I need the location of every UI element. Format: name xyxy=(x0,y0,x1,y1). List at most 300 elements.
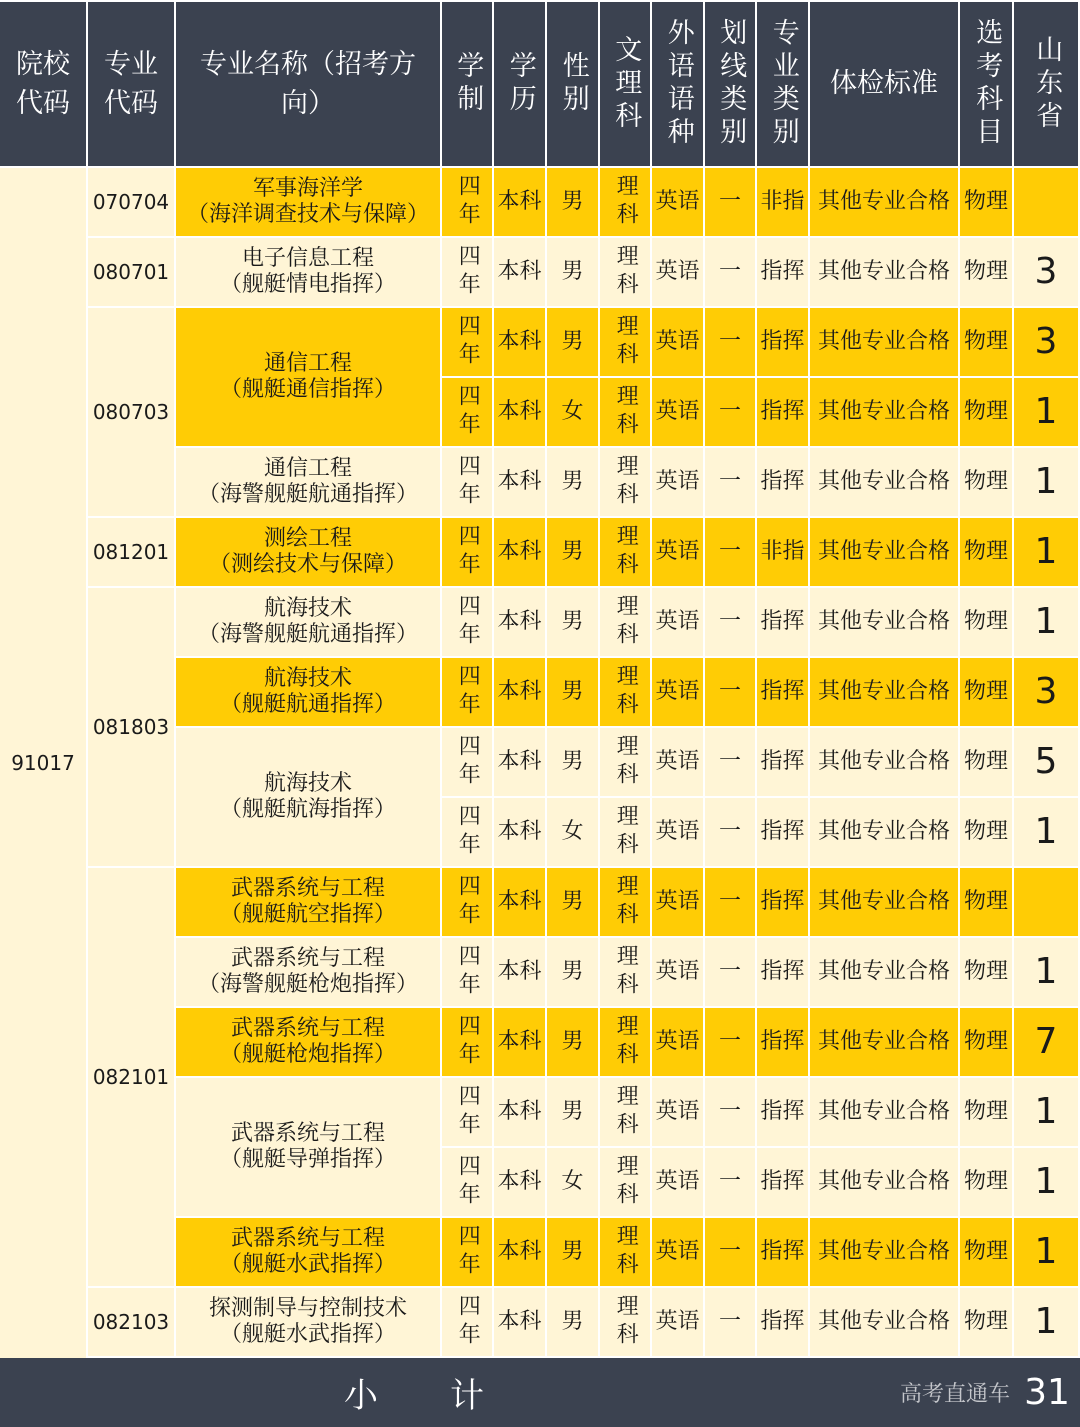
length-value: 四年 xyxy=(455,664,481,720)
elective-value: 物理 xyxy=(963,258,1008,284)
gender-value: 女 xyxy=(561,1168,584,1194)
subject-type-value: 理科 xyxy=(613,1294,639,1350)
cell-length xyxy=(442,1218,492,1286)
cell-province xyxy=(1014,588,1078,656)
cell-province xyxy=(1014,658,1078,726)
cell-tier xyxy=(705,238,755,306)
subject-type-value: 理科 xyxy=(613,734,639,790)
degree-value: 本科 xyxy=(497,748,542,774)
cell-elective xyxy=(960,238,1012,306)
cell-category xyxy=(757,658,808,726)
language-value: 英语 xyxy=(655,1028,700,1054)
quota-value: 3 xyxy=(1034,251,1058,293)
major-code-cell xyxy=(88,518,174,586)
cell-elective xyxy=(960,938,1012,1006)
cell-gender xyxy=(547,798,598,866)
cell-province xyxy=(1014,448,1078,516)
header-label: 体检标准 xyxy=(830,68,938,100)
major-name: 探测制导与控制技术 xyxy=(208,1295,407,1321)
elective-value: 物理 xyxy=(963,888,1008,914)
major-direction: （测绘技术与保障） xyxy=(208,552,407,577)
header-gender xyxy=(547,2,598,166)
degree-value: 本科 xyxy=(497,818,542,844)
cell-tier xyxy=(705,728,755,796)
cell-gender xyxy=(547,658,598,726)
length-value: 四年 xyxy=(455,1224,481,1280)
tier-value: 一 xyxy=(718,398,741,424)
subtotal-bar xyxy=(0,1358,1080,1427)
cell-province xyxy=(1014,728,1078,796)
elective-value: 物理 xyxy=(963,1028,1008,1054)
quota-value: 1 xyxy=(1034,1301,1058,1343)
cell-province xyxy=(1014,1078,1078,1146)
subject-type-value: 理科 xyxy=(613,804,639,860)
major-direction: （舰艇枪炮指挥） xyxy=(219,1042,396,1067)
major-name: 航海技术 xyxy=(263,595,352,621)
quota-value: 1 xyxy=(1034,951,1058,993)
major-name-cell xyxy=(176,868,440,936)
length-value: 四年 xyxy=(455,594,481,650)
length-value: 四年 xyxy=(455,174,481,230)
cell-length xyxy=(442,868,492,936)
cell-gender xyxy=(547,938,598,1006)
header-label: 划线类别 xyxy=(715,18,747,150)
cell-language xyxy=(652,1288,703,1356)
cell-physical xyxy=(810,448,958,516)
header-major-name xyxy=(176,2,440,166)
major-code: 082101 xyxy=(92,1065,170,1089)
cell-degree xyxy=(494,868,545,936)
gender-value: 女 xyxy=(561,398,584,424)
cell-elective xyxy=(960,448,1012,516)
tier-value: 一 xyxy=(718,258,741,284)
subject-type-value: 理科 xyxy=(613,944,639,1000)
degree-value: 本科 xyxy=(497,398,542,424)
tier-value: 一 xyxy=(718,328,741,354)
major-name-cell xyxy=(176,518,440,586)
cell-degree xyxy=(494,938,545,1006)
elective-value: 物理 xyxy=(963,608,1008,634)
cell-length xyxy=(442,448,492,516)
elective-value: 物理 xyxy=(963,328,1008,354)
major-direction: （海警舰艇航通指挥） xyxy=(197,622,418,647)
cell-gender xyxy=(547,728,598,796)
cell-tier xyxy=(705,658,755,726)
language-value: 英语 xyxy=(655,1308,700,1334)
school-code-cell xyxy=(0,168,86,1358)
cell-degree xyxy=(494,1078,545,1146)
header-category xyxy=(757,2,808,166)
gender-value: 男 xyxy=(561,678,584,704)
header-major-code xyxy=(88,2,174,166)
gender-value: 男 xyxy=(561,748,584,774)
degree-value: 本科 xyxy=(497,1098,542,1124)
cell-physical xyxy=(810,658,958,726)
cell-length xyxy=(442,1008,492,1076)
gender-value: 男 xyxy=(561,1098,584,1124)
cell-tier xyxy=(705,448,755,516)
cell-province xyxy=(1014,378,1078,446)
header-label: 山东省 xyxy=(1031,34,1063,134)
cell-degree xyxy=(494,798,545,866)
cell-subject-type xyxy=(600,798,650,866)
subject-type-value: 理科 xyxy=(613,1224,639,1280)
cell-length xyxy=(442,798,492,866)
cell-elective xyxy=(960,1148,1012,1216)
cell-elective xyxy=(960,728,1012,796)
language-value: 英语 xyxy=(655,608,700,634)
cell-elective xyxy=(960,658,1012,726)
language-value: 英语 xyxy=(655,1238,700,1264)
cell-elective xyxy=(960,518,1012,586)
length-value: 四年 xyxy=(455,1154,481,1210)
cell-physical xyxy=(810,1008,958,1076)
length-value: 四年 xyxy=(455,454,481,510)
elective-value: 物理 xyxy=(963,818,1008,844)
major-name-cell xyxy=(176,1078,440,1216)
header-subject-type xyxy=(600,2,650,166)
cell-physical xyxy=(810,308,958,376)
cell-tier xyxy=(705,588,755,656)
elective-value: 物理 xyxy=(963,188,1008,214)
cell-language xyxy=(652,868,703,936)
cell-length xyxy=(442,238,492,306)
cell-gender xyxy=(547,448,598,516)
cell-subject-type xyxy=(600,1218,650,1286)
major-name: 武器系统与工程 xyxy=(230,1120,385,1146)
cell-physical xyxy=(810,1078,958,1146)
tier-value: 一 xyxy=(718,538,741,564)
cell-category xyxy=(757,868,808,936)
header-degree xyxy=(494,2,545,166)
cell-physical xyxy=(810,168,958,236)
major-code-cell xyxy=(88,1288,174,1356)
header-elective xyxy=(960,2,1012,166)
length-value: 四年 xyxy=(455,944,481,1000)
cell-language xyxy=(652,1008,703,1076)
gender-value: 男 xyxy=(561,188,584,214)
length-value: 四年 xyxy=(455,874,481,930)
length-value: 四年 xyxy=(455,314,481,370)
degree-value: 本科 xyxy=(497,1238,542,1264)
tier-value: 一 xyxy=(718,1098,741,1124)
cell-tier xyxy=(705,1078,755,1146)
cell-degree xyxy=(494,588,545,656)
school-code: 91017 xyxy=(11,751,75,775)
elective-value: 物理 xyxy=(963,958,1008,984)
physical-value: 其他专业合格 xyxy=(817,1098,950,1124)
cell-gender xyxy=(547,238,598,306)
major-name-cell xyxy=(176,168,440,236)
cell-length xyxy=(442,378,492,446)
major-name: 电子信息工程 xyxy=(241,245,374,271)
physical-value: 其他专业合格 xyxy=(817,888,950,914)
degree-value: 本科 xyxy=(497,888,542,914)
tier-value: 一 xyxy=(718,1168,741,1194)
cell-category xyxy=(757,798,808,866)
category-value: 指挥 xyxy=(760,258,805,284)
cell-subject-type xyxy=(600,1078,650,1146)
major-code: 070704 xyxy=(92,190,170,214)
header-language xyxy=(652,2,703,166)
major-direction: （舰艇导弹指挥） xyxy=(219,1147,396,1172)
elective-value: 物理 xyxy=(963,748,1008,774)
cell-tier xyxy=(705,518,755,586)
physical-value: 其他专业合格 xyxy=(817,818,950,844)
subject-type-value: 理科 xyxy=(613,1154,639,1210)
cell-length xyxy=(442,168,492,236)
category-value: 指挥 xyxy=(760,328,805,354)
header-label: 专业类别 xyxy=(767,18,799,150)
cell-category xyxy=(757,728,808,796)
tier-value: 一 xyxy=(718,1028,741,1054)
gender-value: 男 xyxy=(561,888,584,914)
major-name-cell xyxy=(176,308,440,446)
cell-tier xyxy=(705,168,755,236)
physical-value: 其他专业合格 xyxy=(817,328,950,354)
category-value: 指挥 xyxy=(760,608,805,634)
length-value: 四年 xyxy=(455,244,481,300)
subtotal-label: 小计 xyxy=(344,1376,556,1416)
cell-length xyxy=(442,658,492,726)
physical-value: 其他专业合格 xyxy=(817,678,950,704)
cell-category xyxy=(757,1288,808,1356)
cell-category xyxy=(757,308,808,376)
cell-tier xyxy=(705,938,755,1006)
header-length xyxy=(442,2,492,166)
cell-province xyxy=(1014,518,1078,586)
gender-value: 男 xyxy=(561,608,584,634)
major-name: 武器系统与工程 xyxy=(230,1225,385,1251)
major-direction: （舰艇通信指挥） xyxy=(219,377,396,402)
cell-province xyxy=(1014,1218,1078,1286)
length-value: 四年 xyxy=(455,734,481,790)
cell-degree xyxy=(494,658,545,726)
tier-value: 一 xyxy=(718,748,741,774)
major-name-cell xyxy=(176,658,440,726)
cell-province xyxy=(1014,1148,1078,1216)
major-name-cell xyxy=(176,1008,440,1076)
major-direction: （舰艇航海指挥） xyxy=(219,797,396,822)
subject-type-value: 理科 xyxy=(613,664,639,720)
cell-gender xyxy=(547,588,598,656)
cell-gender xyxy=(547,868,598,936)
tier-value: 一 xyxy=(718,188,741,214)
cell-physical xyxy=(810,938,958,1006)
header-label: 学制 xyxy=(452,51,484,117)
quota-value: 3 xyxy=(1034,321,1058,363)
major-code-cell xyxy=(88,868,174,1286)
cell-elective xyxy=(960,168,1012,236)
category-value: 指挥 xyxy=(760,1098,805,1124)
cell-province xyxy=(1014,238,1078,306)
physical-value: 其他专业合格 xyxy=(817,1028,950,1054)
cell-length xyxy=(442,1148,492,1216)
major-name: 通信工程 xyxy=(263,350,352,376)
major-name-cell xyxy=(176,238,440,306)
cell-category xyxy=(757,1218,808,1286)
elective-value: 物理 xyxy=(963,398,1008,424)
cell-language xyxy=(652,798,703,866)
cell-tier xyxy=(705,1148,755,1216)
degree-value: 本科 xyxy=(497,608,542,634)
language-value: 英语 xyxy=(655,1098,700,1124)
cell-elective xyxy=(960,1078,1012,1146)
quota-value: 1 xyxy=(1034,811,1058,853)
cell-subject-type xyxy=(600,1148,650,1216)
cell-degree xyxy=(494,1008,545,1076)
cell-tier xyxy=(705,798,755,866)
cell-physical xyxy=(810,1218,958,1286)
major-name: 通信工程 xyxy=(263,455,352,481)
physical-value: 其他专业合格 xyxy=(817,1308,950,1334)
cell-gender xyxy=(547,1148,598,1216)
category-value: 非指 xyxy=(760,538,805,564)
quota-value: 1 xyxy=(1034,1091,1058,1133)
major-name: 武器系统与工程 xyxy=(230,875,385,901)
cell-degree xyxy=(494,1288,545,1356)
cell-degree xyxy=(494,728,545,796)
degree-value: 本科 xyxy=(497,258,542,284)
major-name: 航海技术 xyxy=(263,665,352,691)
cell-language xyxy=(652,238,703,306)
cell-length xyxy=(442,588,492,656)
cell-degree xyxy=(494,1218,545,1286)
tier-value: 一 xyxy=(718,958,741,984)
subject-type-value: 理科 xyxy=(613,384,639,440)
cell-gender xyxy=(547,1008,598,1076)
cell-subject-type xyxy=(600,1288,650,1356)
cell-elective xyxy=(960,1008,1012,1076)
physical-value: 其他专业合格 xyxy=(817,468,950,494)
cell-category xyxy=(757,588,808,656)
degree-value: 本科 xyxy=(497,468,542,494)
major-code-cell xyxy=(88,308,174,516)
major-code: 082103 xyxy=(92,1310,170,1334)
quota-value: 1 xyxy=(1034,461,1058,503)
category-value: 指挥 xyxy=(760,888,805,914)
cell-province xyxy=(1014,168,1078,236)
quota-value: 1 xyxy=(1034,1231,1058,1273)
physical-value: 其他专业合格 xyxy=(817,748,950,774)
cell-category xyxy=(757,238,808,306)
category-value: 指挥 xyxy=(760,468,805,494)
category-value: 指挥 xyxy=(760,1028,805,1054)
major-name: 武器系统与工程 xyxy=(230,945,385,971)
cell-gender xyxy=(547,1078,598,1146)
language-value: 英语 xyxy=(655,258,700,284)
tier-value: 一 xyxy=(718,818,741,844)
gender-value: 男 xyxy=(561,328,584,354)
major-code: 081803 xyxy=(92,715,170,739)
length-value: 四年 xyxy=(455,804,481,860)
header-physical xyxy=(810,2,958,166)
cell-subject-type xyxy=(600,938,650,1006)
header-label: 选考科目 xyxy=(971,18,1003,150)
major-direction: （海洋调查技术与保障） xyxy=(186,202,429,227)
category-value: 指挥 xyxy=(760,678,805,704)
language-value: 英语 xyxy=(655,188,700,214)
header-label: 性别 xyxy=(557,51,589,117)
major-direction: （舰艇水武指挥） xyxy=(219,1322,396,1347)
header-label: 专业名称（招考方向） xyxy=(200,48,416,119)
cell-gender xyxy=(547,518,598,586)
cell-subject-type xyxy=(600,238,650,306)
language-value: 英语 xyxy=(655,1168,700,1194)
cell-physical xyxy=(810,868,958,936)
cell-elective xyxy=(960,588,1012,656)
language-value: 英语 xyxy=(655,398,700,424)
subject-type-value: 理科 xyxy=(613,524,639,580)
physical-value: 其他专业合格 xyxy=(817,258,950,284)
gender-value: 男 xyxy=(561,538,584,564)
cell-degree xyxy=(494,378,545,446)
cell-tier xyxy=(705,308,755,376)
cell-language xyxy=(652,1218,703,1286)
cell-language xyxy=(652,168,703,236)
cell-physical xyxy=(810,728,958,796)
subject-type-value: 理科 xyxy=(613,454,639,510)
cell-province xyxy=(1014,798,1078,866)
category-value: 指挥 xyxy=(760,818,805,844)
cell-degree xyxy=(494,238,545,306)
language-value: 英语 xyxy=(655,468,700,494)
major-direction: （海警舰艇枪炮指挥） xyxy=(197,972,418,997)
cell-language xyxy=(652,588,703,656)
major-code-cell xyxy=(88,588,174,866)
cell-language xyxy=(652,1148,703,1216)
subject-type-value: 理科 xyxy=(613,874,639,930)
header-school-code xyxy=(0,2,86,166)
subject-type-value: 理科 xyxy=(613,1014,639,1070)
gender-value: 男 xyxy=(561,958,584,984)
cell-province xyxy=(1014,308,1078,376)
physical-value: 其他专业合格 xyxy=(817,958,950,984)
gender-value: 男 xyxy=(561,1238,584,1264)
language-value: 英语 xyxy=(655,678,700,704)
degree-value: 本科 xyxy=(497,538,542,564)
cell-language xyxy=(652,1078,703,1146)
subject-type-value: 理科 xyxy=(613,594,639,650)
cell-language xyxy=(652,518,703,586)
gender-value: 男 xyxy=(561,1308,584,1334)
major-name-cell xyxy=(176,1288,440,1356)
major-name-cell xyxy=(176,588,440,656)
gender-value: 男 xyxy=(561,258,584,284)
cell-length xyxy=(442,518,492,586)
cell-tier xyxy=(705,378,755,446)
cell-gender xyxy=(547,1288,598,1356)
major-name-cell xyxy=(176,1218,440,1286)
category-value: 指挥 xyxy=(760,1308,805,1334)
tier-value: 一 xyxy=(718,888,741,914)
cell-elective xyxy=(960,798,1012,866)
cell-physical xyxy=(810,378,958,446)
category-value: 指挥 xyxy=(760,398,805,424)
header-label: 文理科 xyxy=(610,34,642,134)
cell-language xyxy=(652,658,703,726)
watermark-text: 高考直通车 xyxy=(900,1382,1011,1407)
major-direction: （海警舰艇航通指挥） xyxy=(197,482,418,507)
cell-category xyxy=(757,1078,808,1146)
physical-value: 其他专业合格 xyxy=(817,1168,950,1194)
cell-tier xyxy=(705,868,755,936)
category-value: 指挥 xyxy=(760,1238,805,1264)
header-label: 院校代码 xyxy=(16,48,70,119)
tier-value: 一 xyxy=(718,1238,741,1264)
degree-value: 本科 xyxy=(497,1168,542,1194)
cell-gender xyxy=(547,308,598,376)
